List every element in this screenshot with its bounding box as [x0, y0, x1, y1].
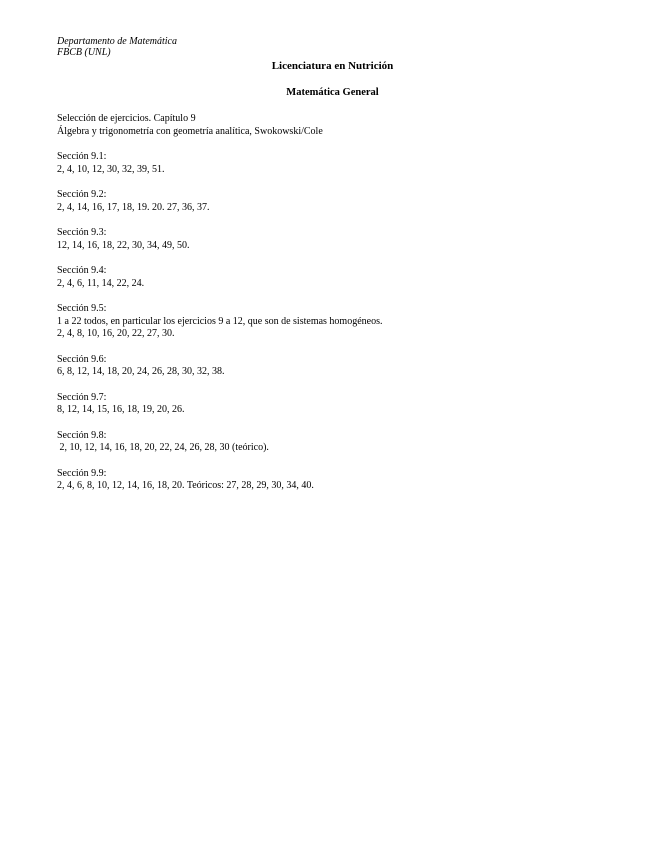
intro-line: Selección de ejercicios. Capítulo 9: [57, 113, 196, 124]
section-block: [57, 227, 617, 252]
section-exercises: 8, 12, 14, 15, 16, 18, 19, 20, 26.: [57, 404, 185, 415]
section-heading: Sección 9.5:: [57, 303, 107, 314]
section-block: [57, 430, 617, 455]
section-exercises: 12, 14, 16, 18, 22, 30, 34, 49, 50.: [57, 239, 190, 251]
section-block: [57, 303, 617, 341]
section-block: [57, 354, 617, 379]
section-block: [57, 468, 617, 493]
section-block: [57, 392, 617, 417]
section-heading: Sección 9.6:: [57, 353, 107, 365]
section-block: [57, 151, 617, 176]
section-heading: Sección 9.3:: [57, 227, 107, 238]
intro-line: Álgebra y trigonometría con geometría analítica, Swokowski/Cole: [57, 125, 323, 137]
section-heading: Sección 9.7:: [57, 391, 107, 403]
intro-block: [57, 113, 617, 138]
section-heading: Sección 9.4:: [57, 265, 107, 276]
section-heading: Sección 9.2:: [57, 189, 107, 200]
section-block: [57, 189, 617, 214]
document-title: Licenciatura en Nutrición: [271, 60, 394, 72]
document-body: [57, 113, 617, 506]
section-exercises: 2, 4, 10, 12, 30, 32, 39, 51.: [57, 163, 165, 175]
document-header: [57, 36, 177, 58]
section-heading: Sección 9.9:: [57, 467, 107, 479]
section-note: 1 a 22 todos, en particular los ejercicios 9 a 12, que son de sistemas homogéneos.: [57, 315, 383, 327]
section-heading: Sección 9.1:: [57, 151, 107, 162]
section-block: [57, 265, 617, 290]
department-name: Departamento de Matemática: [57, 36, 177, 47]
section-exercises: 6, 8, 12, 14, 18, 20, 24, 26, 28, 30, 32, 38.: [57, 366, 225, 377]
document-subtitle: Matemática General: [286, 87, 379, 98]
section-exercises: 2, 4, 6, 11, 14, 22, 24.: [57, 277, 145, 289]
faculty-name: FBCB (UNL): [57, 47, 111, 58]
section-exercises: 2, 4, 14, 16, 17, 18, 19. 20. 27, 36, 37.: [57, 201, 210, 213]
section-exercises: 2, 4, 8, 10, 16, 20, 22, 27, 30.: [57, 328, 175, 339]
section-heading: Sección 9.8:: [57, 429, 107, 441]
section-exercises: 2, 10, 12, 14, 16, 18, 20, 22, 24, 26, 28, 30 (teórico).: [57, 442, 269, 453]
section-exercises: 2, 4, 6, 8, 10, 12, 14, 16, 18, 20. Teóricos: 27, 28, 29, 30, 34, 40.: [57, 480, 314, 491]
